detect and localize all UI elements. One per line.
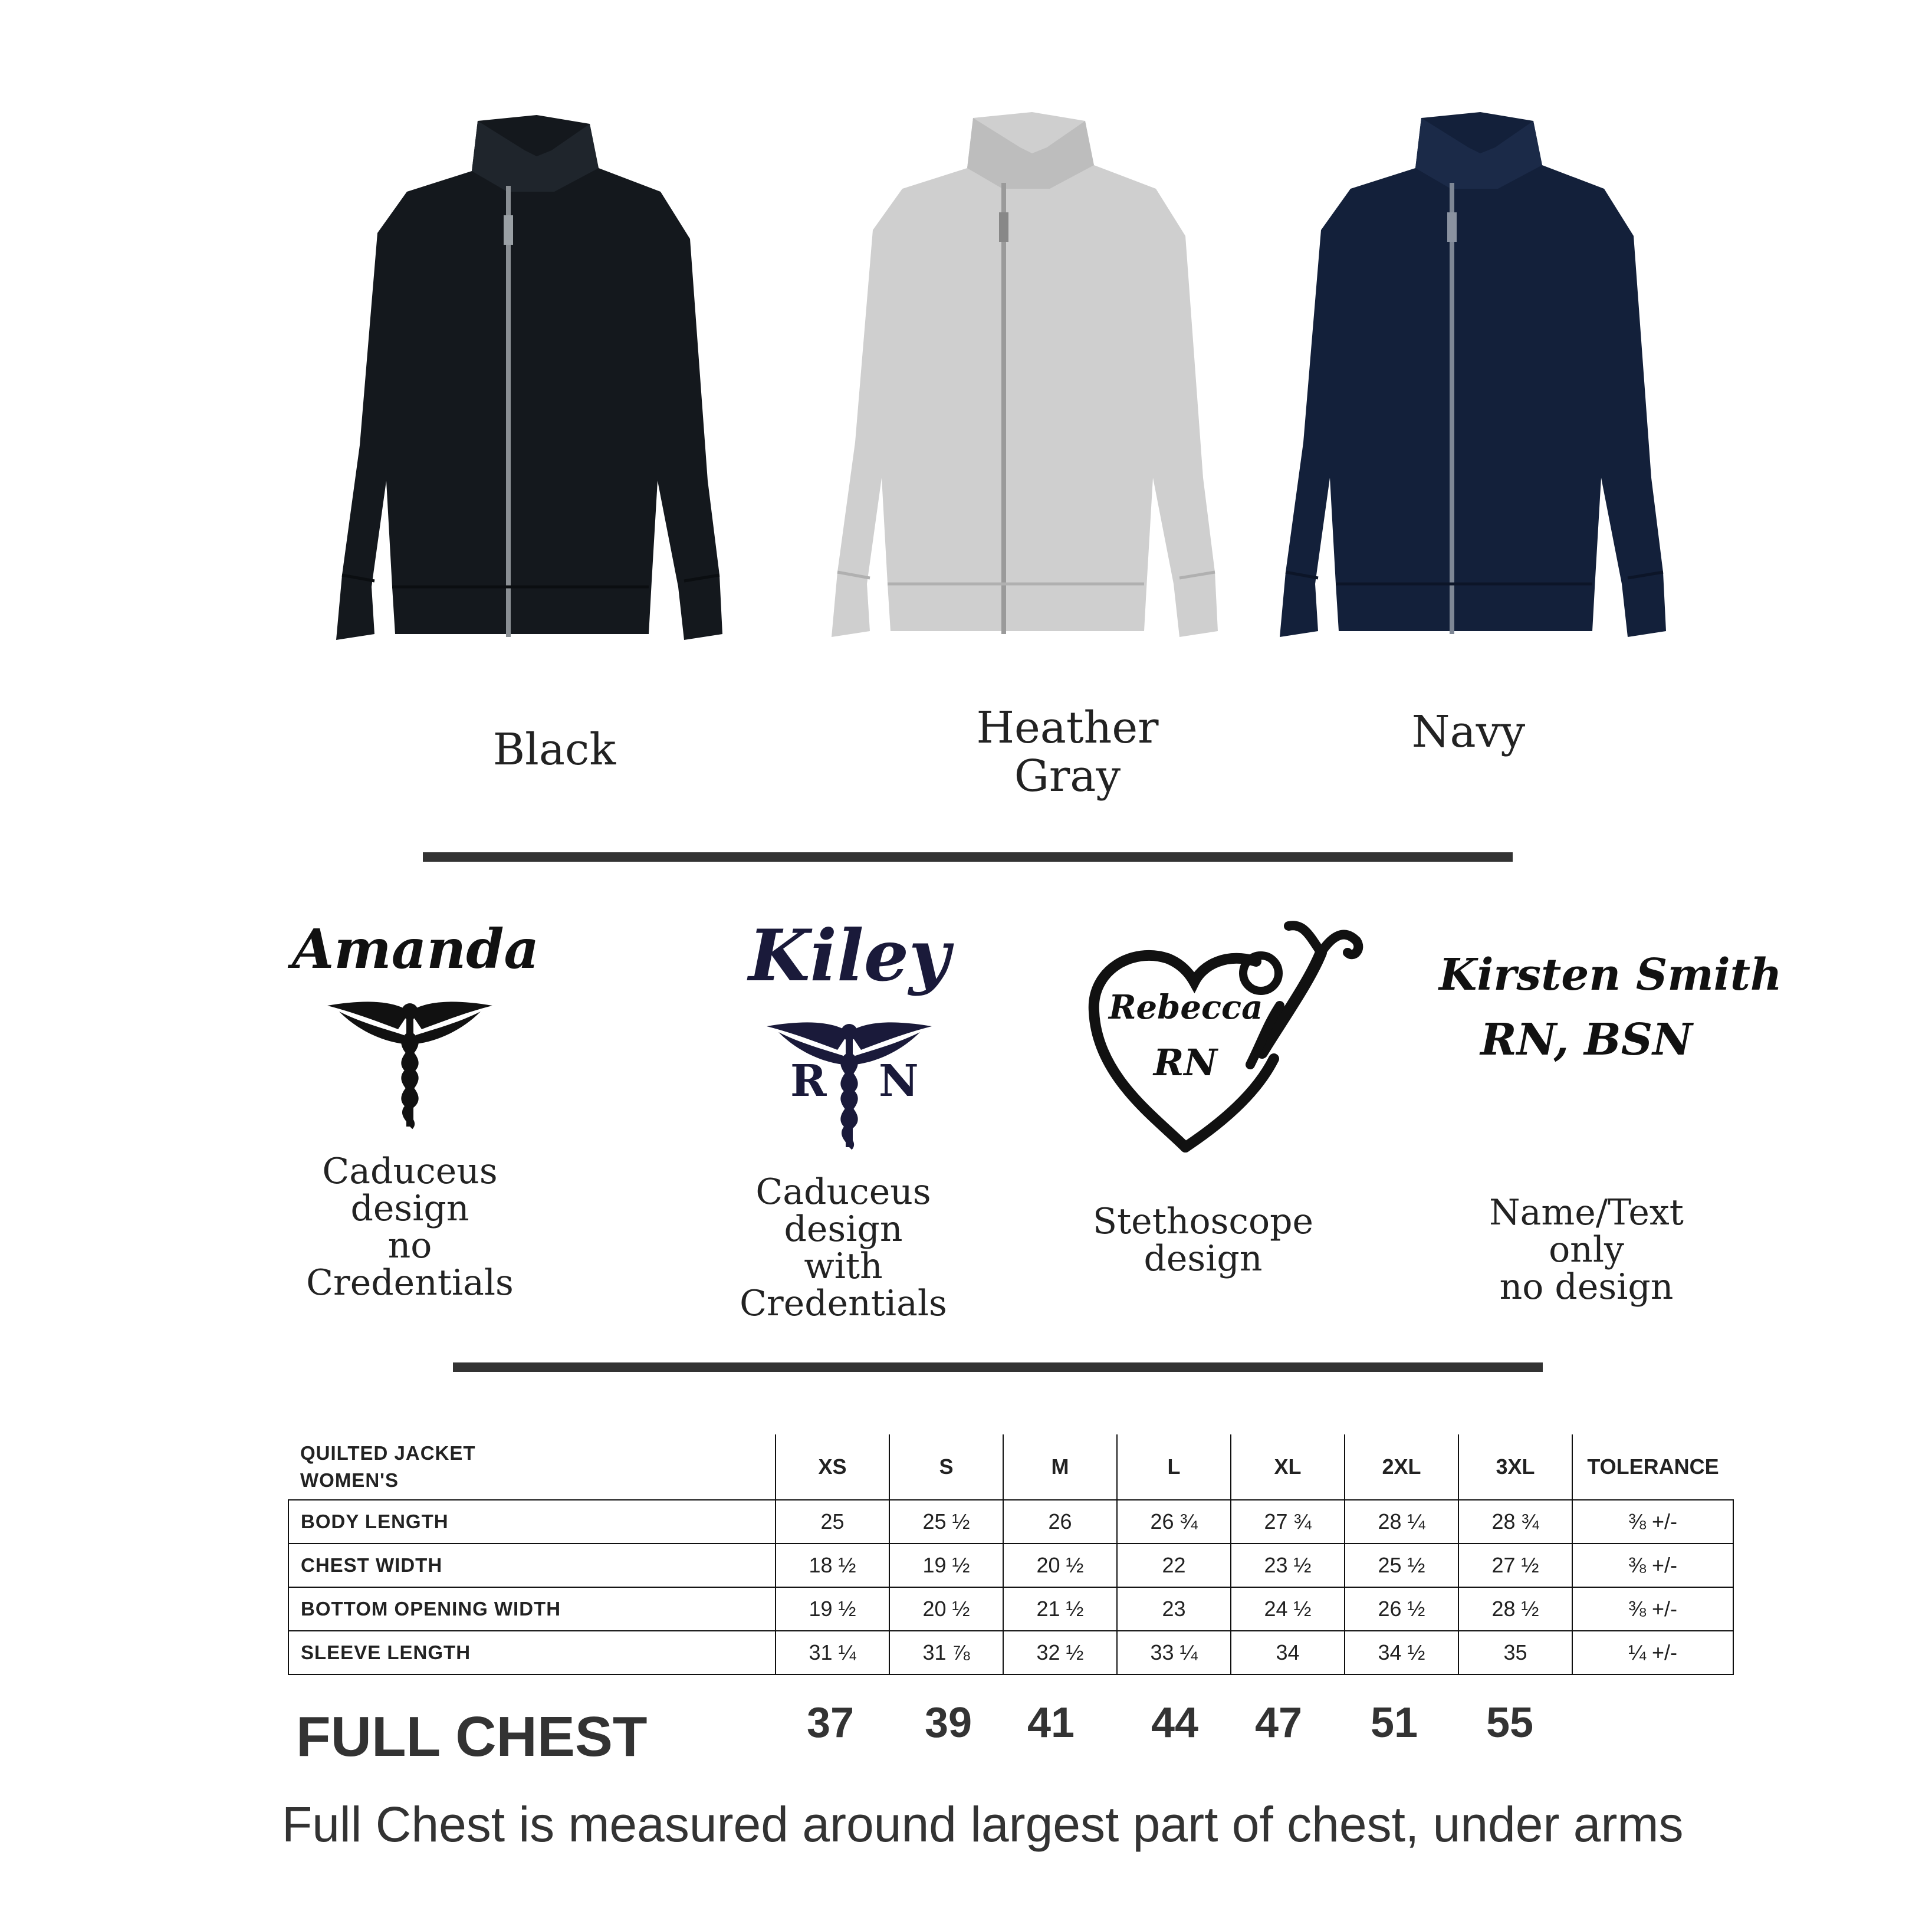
- credential-letter: R: [790, 1056, 827, 1106]
- full-chest-value: 41: [1027, 1699, 1075, 1746]
- row-label: SLEEVE LENGTH: [288, 1631, 776, 1674]
- table-cell: 21 ½: [1003, 1587, 1117, 1631]
- caption-line: design: [350, 1188, 469, 1229]
- caption-line: no: [387, 1225, 432, 1266]
- table-cell: 26: [1003, 1500, 1117, 1544]
- color-label-heather-gray: Heather Gray: [976, 702, 1159, 802]
- size-col-header: M: [1003, 1434, 1117, 1500]
- full-chest-value: 39: [924, 1699, 972, 1746]
- size-col-header: XS: [776, 1434, 889, 1500]
- table-cell: 22: [1117, 1544, 1231, 1587]
- caption-line: only: [1549, 1229, 1624, 1270]
- table-cell: 34 ½: [1345, 1631, 1458, 1674]
- row-label: CHEST WIDTH: [288, 1544, 776, 1587]
- table-cell: ¼ +/-: [1572, 1631, 1733, 1674]
- full-chest-value: 47: [1254, 1699, 1303, 1746]
- design-kiley: [737, 914, 961, 1150]
- size-col-header: 2XL: [1345, 1434, 1458, 1500]
- caption-line: Stethoscope: [1092, 1201, 1314, 1242]
- design-rebecca: [1085, 917, 1368, 1153]
- design-caption-kiley: [717, 1171, 970, 1324]
- size-chart-title: [288, 1434, 776, 1500]
- color-label-navy: Navy: [1411, 707, 1526, 757]
- design-caption-kirsten-smith: [1463, 1194, 1710, 1306]
- table-cell: 31 ⅞: [889, 1631, 1003, 1674]
- table-cell: 18 ½: [776, 1544, 889, 1587]
- design-caption-rebecca: [1079, 1203, 1327, 1278]
- caption-line: Credentials: [306, 1262, 514, 1303]
- size-chart-title-line: WOMEN'S: [300, 1469, 399, 1491]
- table-cell: 25 ½: [889, 1500, 1003, 1544]
- table-cell: 34: [1231, 1631, 1345, 1674]
- table-row: [288, 1500, 1733, 1544]
- size-chart-title-line: QUILTED JACKET: [300, 1442, 476, 1464]
- table-row: [288, 1544, 1733, 1587]
- black-jacket-image: [330, 115, 731, 652]
- full-chest-value: 44: [1151, 1699, 1199, 1746]
- table-cell: 27 ¾: [1231, 1500, 1345, 1544]
- design-caption-amanda: [283, 1153, 537, 1302]
- table-cell: 35: [1458, 1631, 1572, 1674]
- stethoscope-heart-icon: [1085, 917, 1368, 1153]
- table-cell: 32 ½: [1003, 1631, 1117, 1674]
- size-col-header: S: [889, 1434, 1003, 1500]
- embroidery-name-text: Kiley: [748, 914, 950, 997]
- caption-line: no design: [1499, 1266, 1674, 1308]
- table-cell: 27 ½: [1458, 1544, 1572, 1587]
- full-chest-label: FULL CHEST: [296, 1705, 648, 1768]
- table-cell: 24 ½: [1231, 1587, 1345, 1631]
- table-cell: 23: [1117, 1587, 1231, 1631]
- size-col-header: TOLERANCE: [1572, 1434, 1733, 1500]
- design-kirsten-smith: [1439, 950, 1782, 1085]
- table-cell: 28 ¼: [1345, 1500, 1458, 1544]
- table-cell: 25: [776, 1500, 889, 1544]
- table-cell: 33 ¼: [1117, 1631, 1231, 1674]
- size-chart-header-row: [288, 1434, 1733, 1500]
- table-cell: ⅜ +/-: [1572, 1544, 1733, 1587]
- table-cell: 26 ¾: [1117, 1500, 1231, 1544]
- divider-bottom: [453, 1362, 1543, 1372]
- caption-line: Caduceus: [755, 1171, 931, 1213]
- caduceus-icon: [327, 994, 492, 1129]
- credential-text: RN, BSN: [1480, 1014, 1693, 1065]
- caption-line: Caduceus: [322, 1151, 498, 1192]
- full-chest-value: 51: [1370, 1699, 1418, 1746]
- row-label: BOTTOM OPENING WIDTH: [288, 1587, 776, 1631]
- full-chest-footnote: Full Chest is measured around largest part of chest, under arms: [282, 1797, 1684, 1852]
- divider-top: [423, 852, 1513, 862]
- table-cell: ⅜ +/-: [1572, 1587, 1733, 1631]
- table-cell: 31 ¼: [776, 1631, 889, 1674]
- table-cell: 19 ½: [889, 1544, 1003, 1587]
- row-label: BODY LENGTH: [288, 1500, 776, 1544]
- embroidery-name-text: Kirsten Smith: [1439, 950, 1782, 1000]
- size-col-header: L: [1117, 1434, 1231, 1500]
- color-label-black: Black: [492, 724, 616, 775]
- full-chest-value: 37: [806, 1699, 855, 1746]
- table-cell: ⅜ +/-: [1572, 1500, 1733, 1544]
- credential-text: RN: [1153, 1041, 1218, 1084]
- caption-line: Name/Text: [1489, 1192, 1684, 1233]
- table-cell: 23 ½: [1231, 1544, 1345, 1587]
- table-cell: 28 ½: [1458, 1587, 1572, 1631]
- table-cell: 28 ¾: [1458, 1500, 1572, 1544]
- size-chart-table: [288, 1434, 1734, 1675]
- size-col-header: 3XL: [1458, 1434, 1572, 1500]
- embroidery-name-text: Rebecca: [1109, 988, 1263, 1027]
- full-chest-value: 55: [1486, 1699, 1534, 1746]
- navy-jacket-image: [1274, 112, 1675, 649]
- design-amanda: [292, 917, 540, 1129]
- table-row: [288, 1631, 1733, 1674]
- table-cell: 20 ½: [889, 1587, 1003, 1631]
- size-col-header: XL: [1231, 1434, 1345, 1500]
- caption-line: design: [1144, 1238, 1263, 1279]
- heather-gray-jacket-image: [826, 112, 1227, 649]
- table-row: [288, 1587, 1733, 1631]
- table-cell: 19 ½: [776, 1587, 889, 1631]
- caption-line: with: [804, 1246, 883, 1287]
- credential-letter: N: [879, 1056, 919, 1106]
- table-cell: 25 ½: [1345, 1544, 1458, 1587]
- table-cell: 26 ½: [1345, 1587, 1458, 1631]
- embroidery-name-text: Amanda: [292, 917, 540, 981]
- caption-line: design: [784, 1209, 903, 1250]
- table-cell: 20 ½: [1003, 1544, 1117, 1587]
- caption-line: Credentials: [740, 1283, 947, 1324]
